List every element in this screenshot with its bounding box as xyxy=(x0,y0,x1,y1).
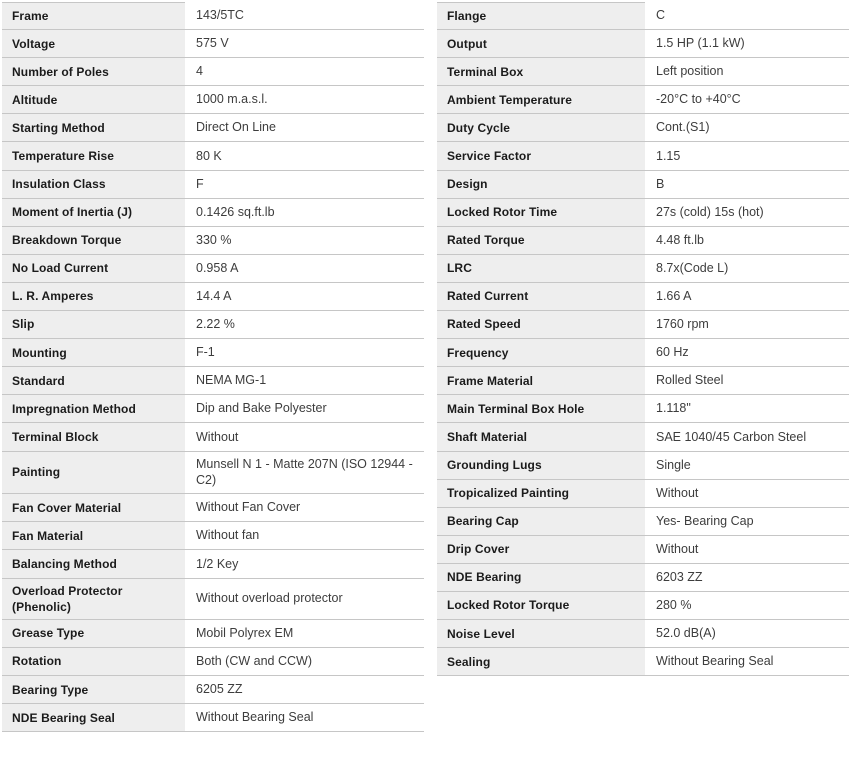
spec-label: Sealing xyxy=(437,648,645,675)
spec-value: 1.15 xyxy=(645,142,849,169)
spec-row xyxy=(437,114,849,142)
spec-label: Number of Poles xyxy=(2,58,185,85)
spec-row xyxy=(437,508,849,536)
spec-row xyxy=(2,199,424,227)
spec-label: Impregnation Method xyxy=(2,395,185,422)
spec-label: Noise Level xyxy=(437,620,645,647)
spec-label: Bearing Type xyxy=(2,676,185,703)
spec-label: Design xyxy=(437,171,645,198)
spec-row xyxy=(437,58,849,86)
spec-label: Duty Cycle xyxy=(437,114,645,141)
spec-row xyxy=(437,2,849,30)
spec-value: 143/5TC xyxy=(185,2,424,29)
spec-row xyxy=(437,171,849,199)
spec-value: Without fan xyxy=(185,522,424,549)
spec-row xyxy=(2,522,424,550)
spec-label: Drip Cover xyxy=(437,536,645,563)
spec-row xyxy=(2,283,424,311)
spec-tables-container xyxy=(2,2,849,732)
spec-value: Without Fan Cover xyxy=(185,494,424,521)
spec-row xyxy=(2,423,424,451)
spec-row xyxy=(2,452,424,495)
spec-row xyxy=(2,620,424,648)
spec-value: 14.4 A xyxy=(185,283,424,310)
spec-label: Temperature Rise xyxy=(2,142,185,169)
spec-label: Tropicalized Painting xyxy=(437,480,645,507)
spec-label: Fan Cover Material xyxy=(2,494,185,521)
spec-label: Service Factor xyxy=(437,142,645,169)
spec-label: Rated Current xyxy=(437,283,645,310)
spec-label: Grounding Lugs xyxy=(437,452,645,479)
spec-value: NEMA MG-1 xyxy=(185,367,424,394)
spec-label: Voltage xyxy=(2,30,185,57)
spec-label: L. R. Amperes xyxy=(2,283,185,310)
spec-label: Output xyxy=(437,30,645,57)
spec-row xyxy=(437,199,849,227)
spec-row xyxy=(2,676,424,704)
spec-label: Locked Rotor Torque xyxy=(437,592,645,619)
spec-value: Without xyxy=(645,480,849,507)
spec-value: Cont.(S1) xyxy=(645,114,849,141)
spec-label: Starting Method xyxy=(2,114,185,141)
spec-label: Overload Protector (Phenolic) xyxy=(2,579,185,619)
spec-label: Moment of Inertia (J) xyxy=(2,199,185,226)
spec-value: 60 Hz xyxy=(645,339,849,366)
spec-value: Direct On Line xyxy=(185,114,424,141)
spec-value: Without Bearing Seal xyxy=(185,704,424,731)
spec-value: 0.958 A xyxy=(185,255,424,282)
spec-value: F xyxy=(185,171,424,198)
spec-label: Frequency xyxy=(437,339,645,366)
spec-value: 1000 m.a.s.l. xyxy=(185,86,424,113)
spec-value: 575 V xyxy=(185,30,424,57)
spec-label: LRC xyxy=(437,255,645,282)
spec-row xyxy=(2,311,424,339)
spec-value: 1760 rpm xyxy=(645,311,849,338)
spec-row xyxy=(2,171,424,199)
spec-value: Without Bearing Seal xyxy=(645,648,849,675)
spec-label: Bearing Cap xyxy=(437,508,645,535)
spec-table-left xyxy=(2,2,424,732)
spec-row xyxy=(437,255,849,283)
spec-value: 1.118" xyxy=(645,395,849,422)
spec-row xyxy=(437,395,849,423)
spec-row xyxy=(2,579,424,620)
spec-label: No Load Current xyxy=(2,255,185,282)
spec-label: Shaft Material xyxy=(437,423,645,450)
spec-row xyxy=(2,58,424,86)
spec-value: Without xyxy=(645,536,849,563)
spec-row xyxy=(2,86,424,114)
spec-value: 27s (cold) 15s (hot) xyxy=(645,199,849,226)
spec-label: Rated Speed xyxy=(437,311,645,338)
spec-value: F-1 xyxy=(185,339,424,366)
spec-label: Mounting xyxy=(2,339,185,366)
spec-label: Flange xyxy=(437,2,645,29)
spec-row xyxy=(437,311,849,339)
spec-value: Yes- Bearing Cap xyxy=(645,508,849,535)
spec-row xyxy=(437,86,849,114)
spec-value: 280 % xyxy=(645,592,849,619)
spec-row xyxy=(2,704,424,732)
spec-label: Terminal Box xyxy=(437,58,645,85)
spec-row xyxy=(2,142,424,170)
spec-row xyxy=(2,30,424,58)
spec-label: Frame Material xyxy=(437,367,645,394)
spec-value: 6205 ZZ xyxy=(185,676,424,703)
spec-row xyxy=(437,564,849,592)
spec-value: SAE 1040/45 Carbon Steel xyxy=(645,423,849,450)
spec-value: Dip and Bake Polyester xyxy=(185,395,424,422)
spec-value: 330 % xyxy=(185,227,424,254)
spec-value: 0.1426 sq.ft.lb xyxy=(185,199,424,226)
spec-table-right xyxy=(437,2,849,676)
spec-value: Munsell N 1 - Matte 207N (ISO 12944 - C2) xyxy=(185,452,424,494)
spec-row xyxy=(437,480,849,508)
spec-row xyxy=(437,339,849,367)
spec-value: 8.7x(Code L) xyxy=(645,255,849,282)
spec-label: Grease Type xyxy=(2,620,185,647)
spec-row xyxy=(437,648,849,676)
spec-label: Insulation Class xyxy=(2,171,185,198)
spec-row xyxy=(437,30,849,58)
spec-value: Single xyxy=(645,452,849,479)
spec-value: -20°C to +40°C xyxy=(645,86,849,113)
spec-value: Both (CW and CCW) xyxy=(185,648,424,675)
spec-value: Rolled Steel xyxy=(645,367,849,394)
spec-label: Balancing Method xyxy=(2,550,185,577)
spec-label: Main Terminal Box Hole xyxy=(437,395,645,422)
spec-value: Without xyxy=(185,423,424,450)
spec-row xyxy=(437,592,849,620)
spec-value: 1.66 A xyxy=(645,283,849,310)
spec-row xyxy=(2,227,424,255)
spec-value: 4 xyxy=(185,58,424,85)
spec-label: NDE Bearing xyxy=(437,564,645,591)
spec-row xyxy=(2,550,424,578)
spec-row xyxy=(437,620,849,648)
spec-row xyxy=(2,114,424,142)
spec-value: Without overload protector xyxy=(185,579,424,619)
spec-value: 1.5 HP (1.1 kW) xyxy=(645,30,849,57)
spec-value: 52.0 dB(A) xyxy=(645,620,849,647)
spec-value: 2.22 % xyxy=(185,311,424,338)
spec-value: 4.48 ft.lb xyxy=(645,227,849,254)
spec-label: Rotation xyxy=(2,648,185,675)
spec-row xyxy=(437,536,849,564)
spec-label: Ambient Temperature xyxy=(437,86,645,113)
spec-label: Terminal Block xyxy=(2,423,185,450)
spec-value: Left position xyxy=(645,58,849,85)
spec-row xyxy=(437,142,849,170)
spec-label: Rated Torque xyxy=(437,227,645,254)
spec-row xyxy=(437,283,849,311)
spec-value: 6203 ZZ xyxy=(645,564,849,591)
spec-value: C xyxy=(645,2,849,29)
spec-label: Locked Rotor Time xyxy=(437,199,645,226)
spec-label: Breakdown Torque xyxy=(2,227,185,254)
spec-row xyxy=(437,423,849,451)
spec-label: Slip xyxy=(2,311,185,338)
spec-label: Altitude xyxy=(2,86,185,113)
spec-row xyxy=(2,648,424,676)
spec-row xyxy=(437,367,849,395)
spec-row xyxy=(437,452,849,480)
spec-row xyxy=(2,395,424,423)
spec-row xyxy=(2,367,424,395)
spec-value: Mobil Polyrex EM xyxy=(185,620,424,647)
spec-row xyxy=(437,227,849,255)
spec-label: Fan Material xyxy=(2,522,185,549)
spec-label: NDE Bearing Seal xyxy=(2,704,185,731)
spec-value: 1/2 Key xyxy=(185,550,424,577)
spec-label: Standard xyxy=(2,367,185,394)
spec-value: 80 K xyxy=(185,142,424,169)
spec-row xyxy=(2,339,424,367)
spec-label: Frame xyxy=(2,2,185,29)
spec-row xyxy=(2,2,424,30)
spec-label: Painting xyxy=(2,452,185,494)
spec-row xyxy=(2,255,424,283)
spec-row xyxy=(2,494,424,522)
spec-value: B xyxy=(645,171,849,198)
